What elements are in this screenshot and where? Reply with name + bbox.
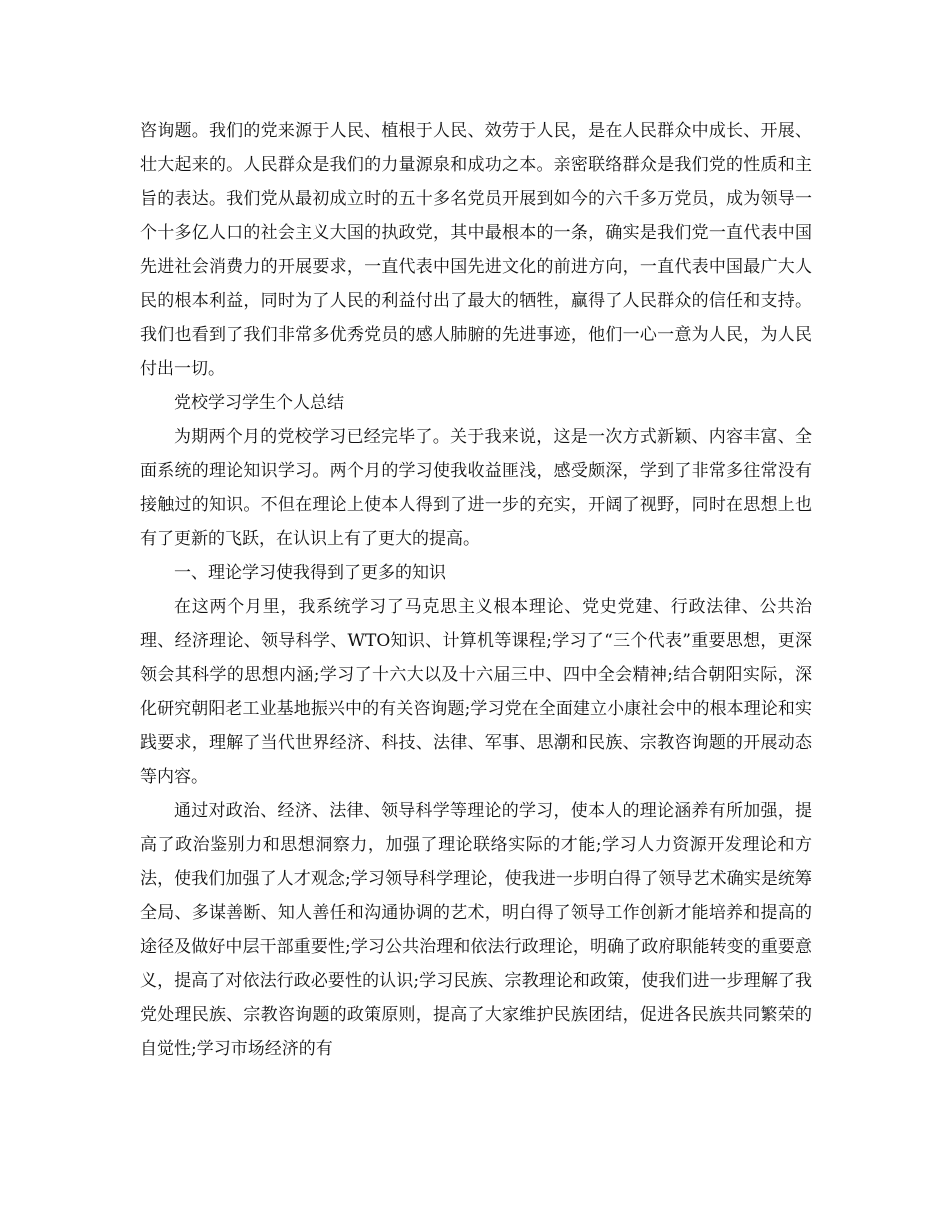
- paragraph-continuation: 咨询题。我们的党来源于人民、植根于人民、效劳于人民，是在人民群众中成长、开展、壮大起来的。人民群众是我们的力量源泉和成功之本。亲密联络群众是我们党的性质和主旨的表达。我们党从最初成立时的五十多名党员开展到如今的六千多万党员，成为领导一个十多亿人口的社会主义大国的执政党，其中最根本的一条，确实是我们党一直代表中国先进社会消费力的开展要求，一直代表中国先进文化的前进方向，一直代表中国最广大人民的根本利益，同时为了人民的利益付出了最大的牺牲，赢得了人民群众的信任和支持。我们也看到了我们非常多优秀党员的感人肺腑的先进事迹，他们一心一意为人民，为人民付出一切。: [140, 121, 812, 379]
- section-heading-1: 一、理论学习使我得到了更多的知识: [174, 563, 446, 583]
- paragraph-study-results: 通过对政治、经济、法律、领导科学等理论的学习，使本人的理论涵养有所加强，提高了政治鉴别力和思想洞察力，加强了理论联络实际的才能;学习人力资源开发理论和方法，使我们加强了人才观念;学习领导科学理论，使我进一步明白得了领导艺术确实是统筹全局、多谋善断、知人善任和沟通协调的艺术，明白得了领导工作创新才能培养和提高的途径及做好中层干部重要性;学习公共治理和依法行政理论，明确了政府职能转变的重要意义，提高了对依法行政必要性的认识;学习民族、宗教理论和政策，使我们进一步理解了我党处理民族、宗教咨询题的政策原则，提高了大家维护民族团结，促进各民族共同繁荣的自觉性;学习市场经济的有: [140, 801, 812, 1059]
- document-body: [140, 114, 812, 1066]
- section-title: 党校学习学生个人总结: [174, 393, 344, 413]
- paragraph-study-content: 在这两个月里，我系统学习了马克思主义根本理论、党史党建、行政法律、公共治理、经济理论、领导科学、WTO知识、计算机等课程;学习了“三个代表”重要思想，更深领会其科学的思想内涵;学习了十六大以及十六届三中、四中全会精神;结合朝阳实际，深化研究朝阳老工业基地振兴中的有关咨询题;学习党在全面建立小康社会中的根本理论和实践要求，理解了当代世界经济、科技、法律、军事、思潮和民族、宗教咨询题的开展动态等内容。: [140, 597, 812, 787]
- paragraph-intro: 为期两个月的党校学习已经完毕了。关于我来说，这是一次方式新颖、内容丰富、全面系统的理论知识学习。两个月的学习使我收益匪浅，感受颇深，学到了非常多往常没有接触过的知识。不但在理论上使本人得到了进一步的充实，开阔了视野，同时在思想上也有了更新的飞跃，在认识上有了更大的提高。: [140, 427, 812, 549]
